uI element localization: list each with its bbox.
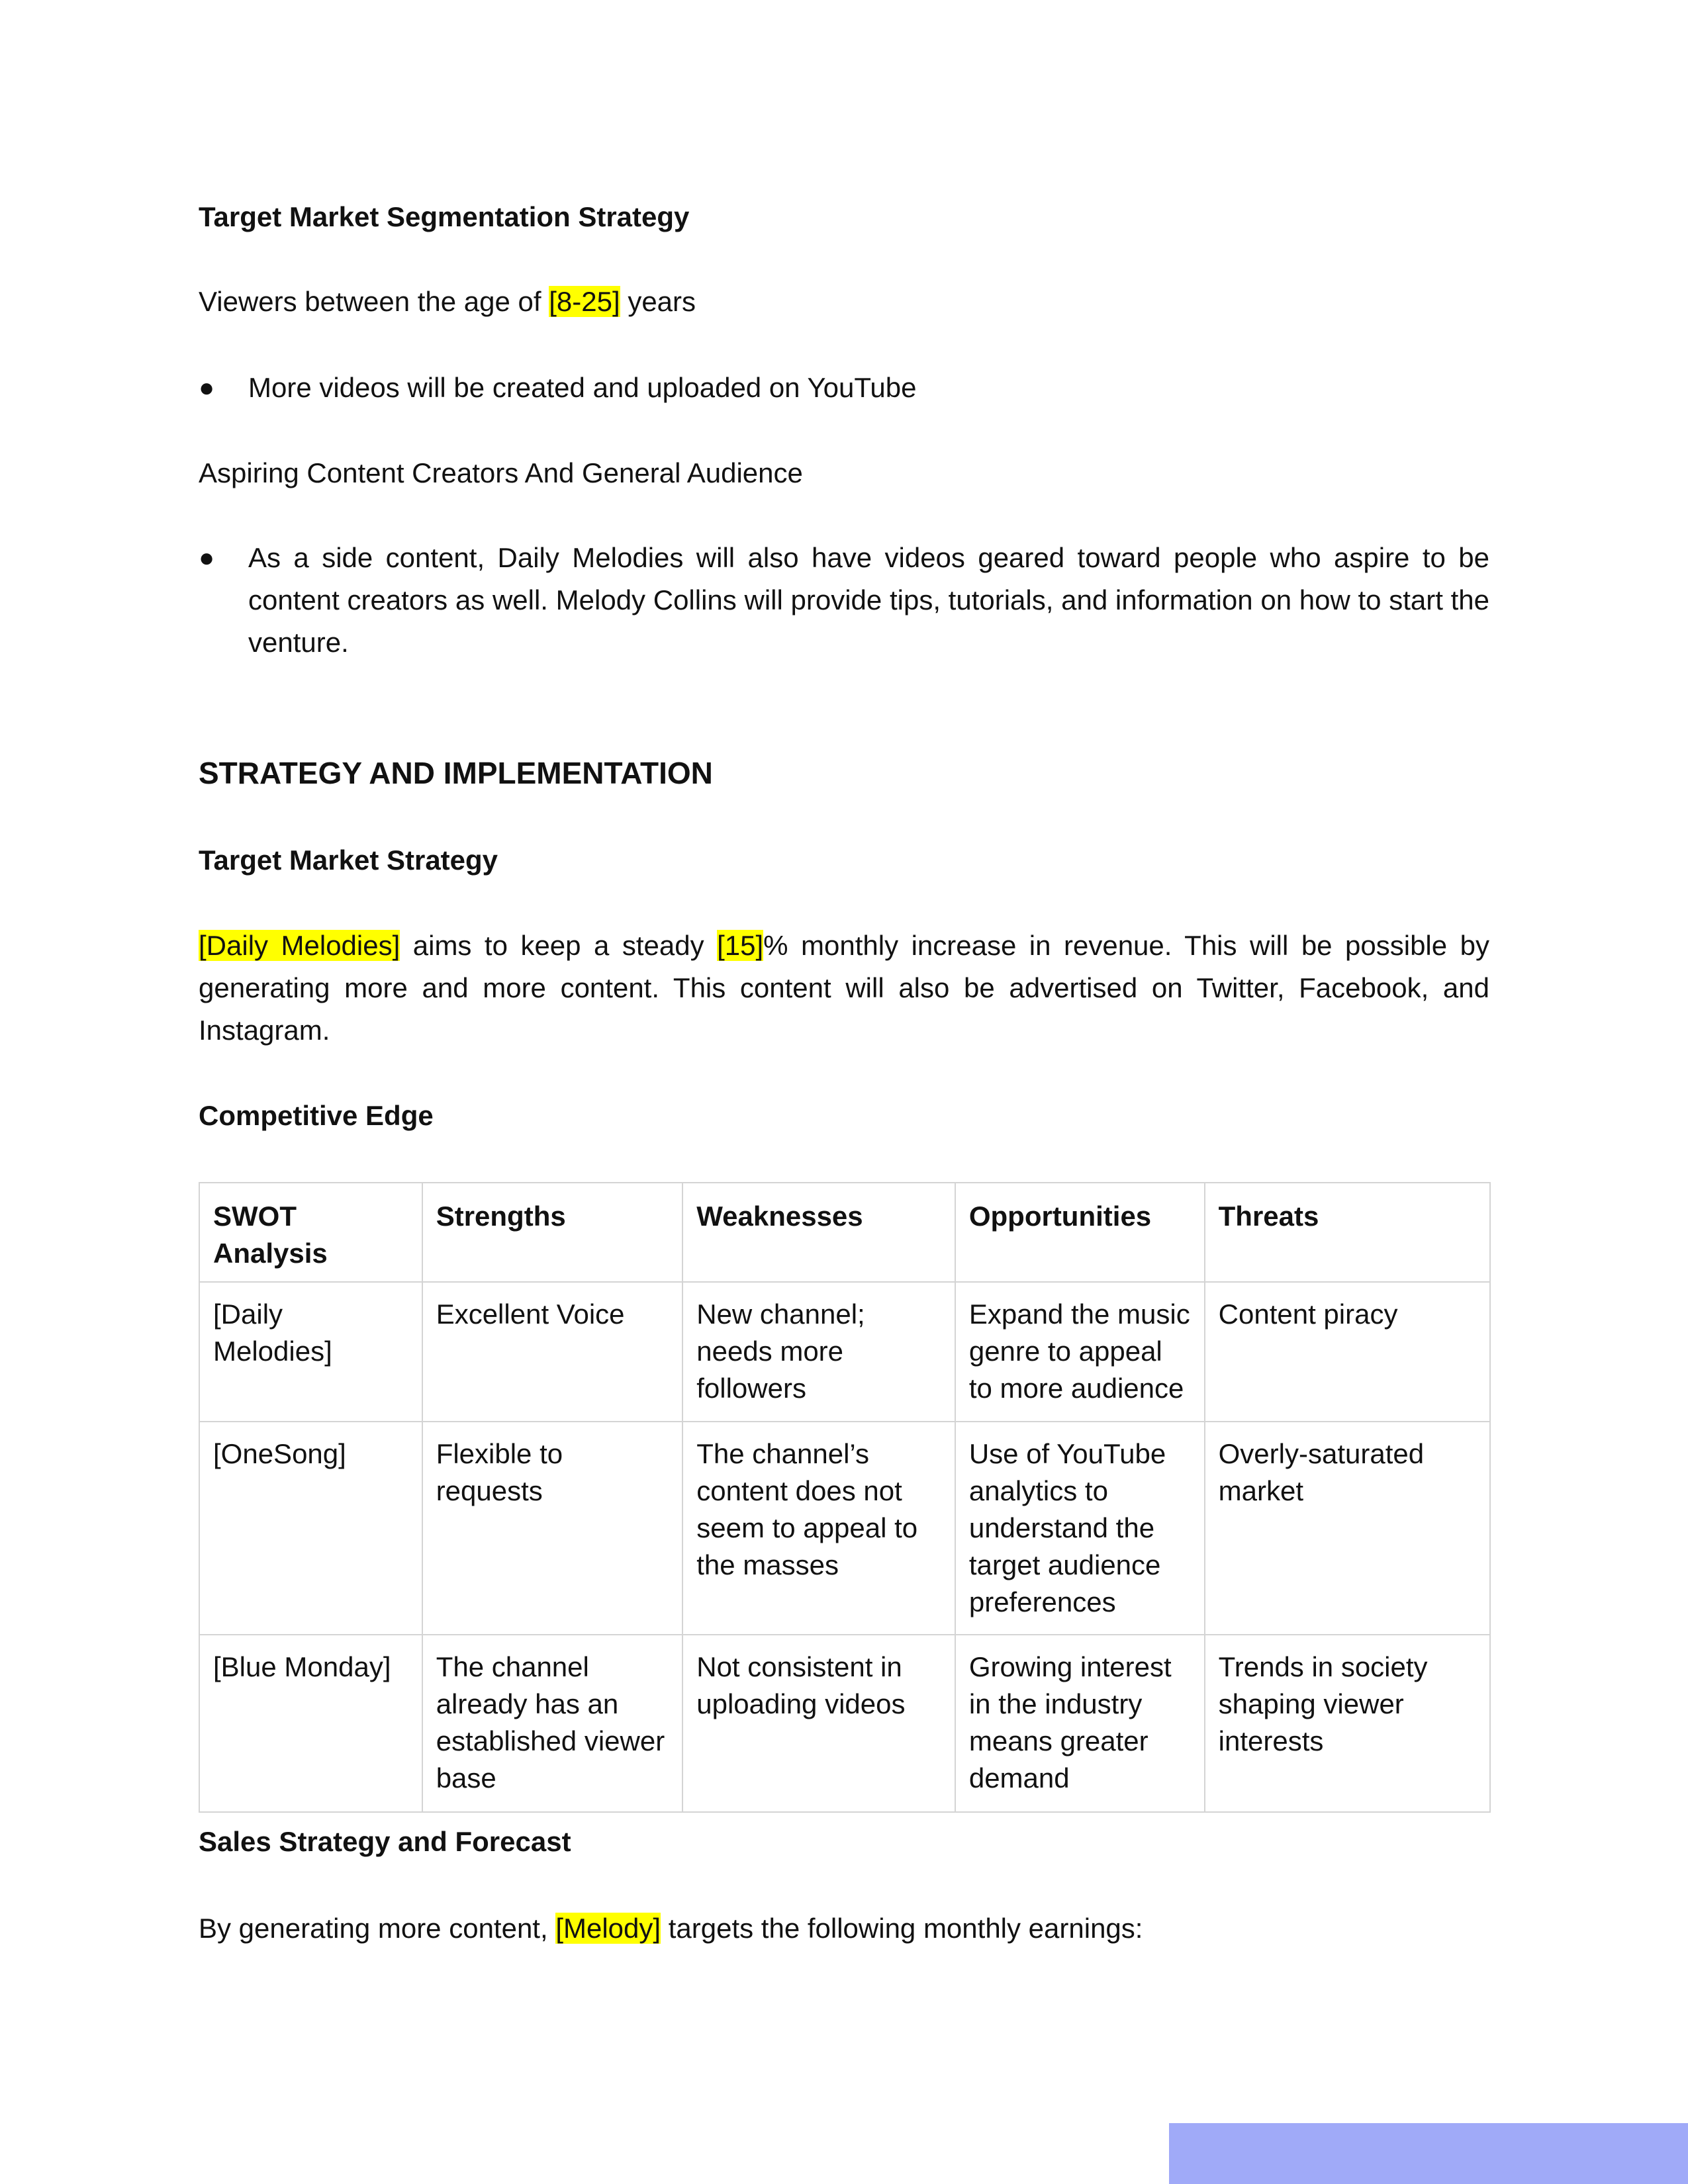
- age-range-highlight: [8-25]: [549, 286, 620, 317]
- table-cell: Content piracy: [1205, 1282, 1490, 1422]
- table-cell: Expand the music genre to appeal to more audience: [955, 1282, 1205, 1422]
- table-cell: [OneSong]: [199, 1422, 422, 1635]
- competitive-edge-heading: Competitive Edge: [199, 1100, 434, 1131]
- table-cell: [Daily Melodies]: [199, 1282, 422, 1422]
- swot-header-cell: Strengths: [422, 1183, 683, 1282]
- target-market-strategy-paragraph: [199, 925, 1489, 1052]
- age-line-before: Viewers between the age of: [199, 286, 549, 317]
- target-market-strategy-heading: Target Market Strategy: [199, 844, 498, 876]
- bullet-text-side-content: As a side content, Daily Melodies will also have videos geared toward people who aspire to be content creators as well. Melody Collins will provide tips, tutorials, and information on how to start the venture.: [248, 542, 1489, 658]
- table-cell: Flexible to requests: [422, 1422, 683, 1635]
- swot-header-cell: SWOT Analysis: [199, 1183, 422, 1282]
- table-cell: Growing interest in the industry means greater demand: [955, 1635, 1205, 1812]
- company-name-highlight: [Daily Melodies]: [199, 930, 400, 961]
- table-cell: Overly-saturated market: [1205, 1422, 1490, 1635]
- bullet-icon: ●: [199, 543, 215, 572]
- target-para-text-2: % monthly increase in revenue. This will be possible by generating more and more content. This content will also be advertised on Twitter, Facebook, and Instagram.: [199, 930, 1489, 1046]
- sales-forecast-line: [199, 1907, 1489, 1950]
- table-cell: [Blue Monday]: [199, 1635, 422, 1812]
- bullet-icon: ●: [199, 373, 215, 402]
- sales-line-before: By generating more content,: [199, 1913, 556, 1944]
- bullet-text-videos: More videos will be created and uploaded on YouTube: [248, 372, 917, 403]
- melody-highlight: [Melody]: [555, 1913, 661, 1944]
- table-row: [199, 1422, 1490, 1635]
- table-cell: Not consistent in uploading videos: [682, 1635, 955, 1812]
- swot-header-cell: Threats: [1205, 1183, 1490, 1282]
- table-row: [199, 1282, 1490, 1422]
- swot-header-cell: Opportunities: [955, 1183, 1205, 1282]
- sales-line-after: targets the following monthly earnings:: [661, 1913, 1143, 1944]
- footer-accent-bar: [1169, 2123, 1688, 2184]
- table-cell: Use of YouTube analytics to understand the target audience preferences: [955, 1422, 1205, 1635]
- table-cell: Trends in society shaping viewer interests: [1205, 1635, 1490, 1812]
- growth-rate-highlight: [15]: [717, 930, 764, 961]
- bullet-item-videos: [199, 367, 1489, 409]
- table-cell: New channel; needs more followers: [682, 1282, 955, 1422]
- swot-header-row: [199, 1183, 1490, 1282]
- swot-header-cell: Weaknesses: [682, 1183, 955, 1282]
- table-cell: Excellent Voice: [422, 1282, 683, 1422]
- age-line-after: years: [620, 286, 696, 317]
- section-title-strategy: STRATEGY AND IMPLEMENTATION: [199, 756, 713, 790]
- age-range-line: [199, 281, 1489, 323]
- aspiring-creators-line: Aspiring Content Creators And General Audience: [199, 457, 803, 488]
- table-cell: The channel’s content does not seem to appeal to the masses: [682, 1422, 955, 1635]
- table-cell: The channel already has an established viewer base: [422, 1635, 683, 1812]
- segmentation-heading: Target Market Segmentation Strategy: [199, 201, 690, 232]
- target-para-text-1: aims to keep a steady: [400, 930, 718, 961]
- table-row: [199, 1635, 1490, 1812]
- sales-strategy-heading: Sales Strategy and Forecast: [199, 1826, 571, 1857]
- swot-table: [199, 1182, 1491, 1813]
- bullet-item-side-content: [199, 537, 1489, 664]
